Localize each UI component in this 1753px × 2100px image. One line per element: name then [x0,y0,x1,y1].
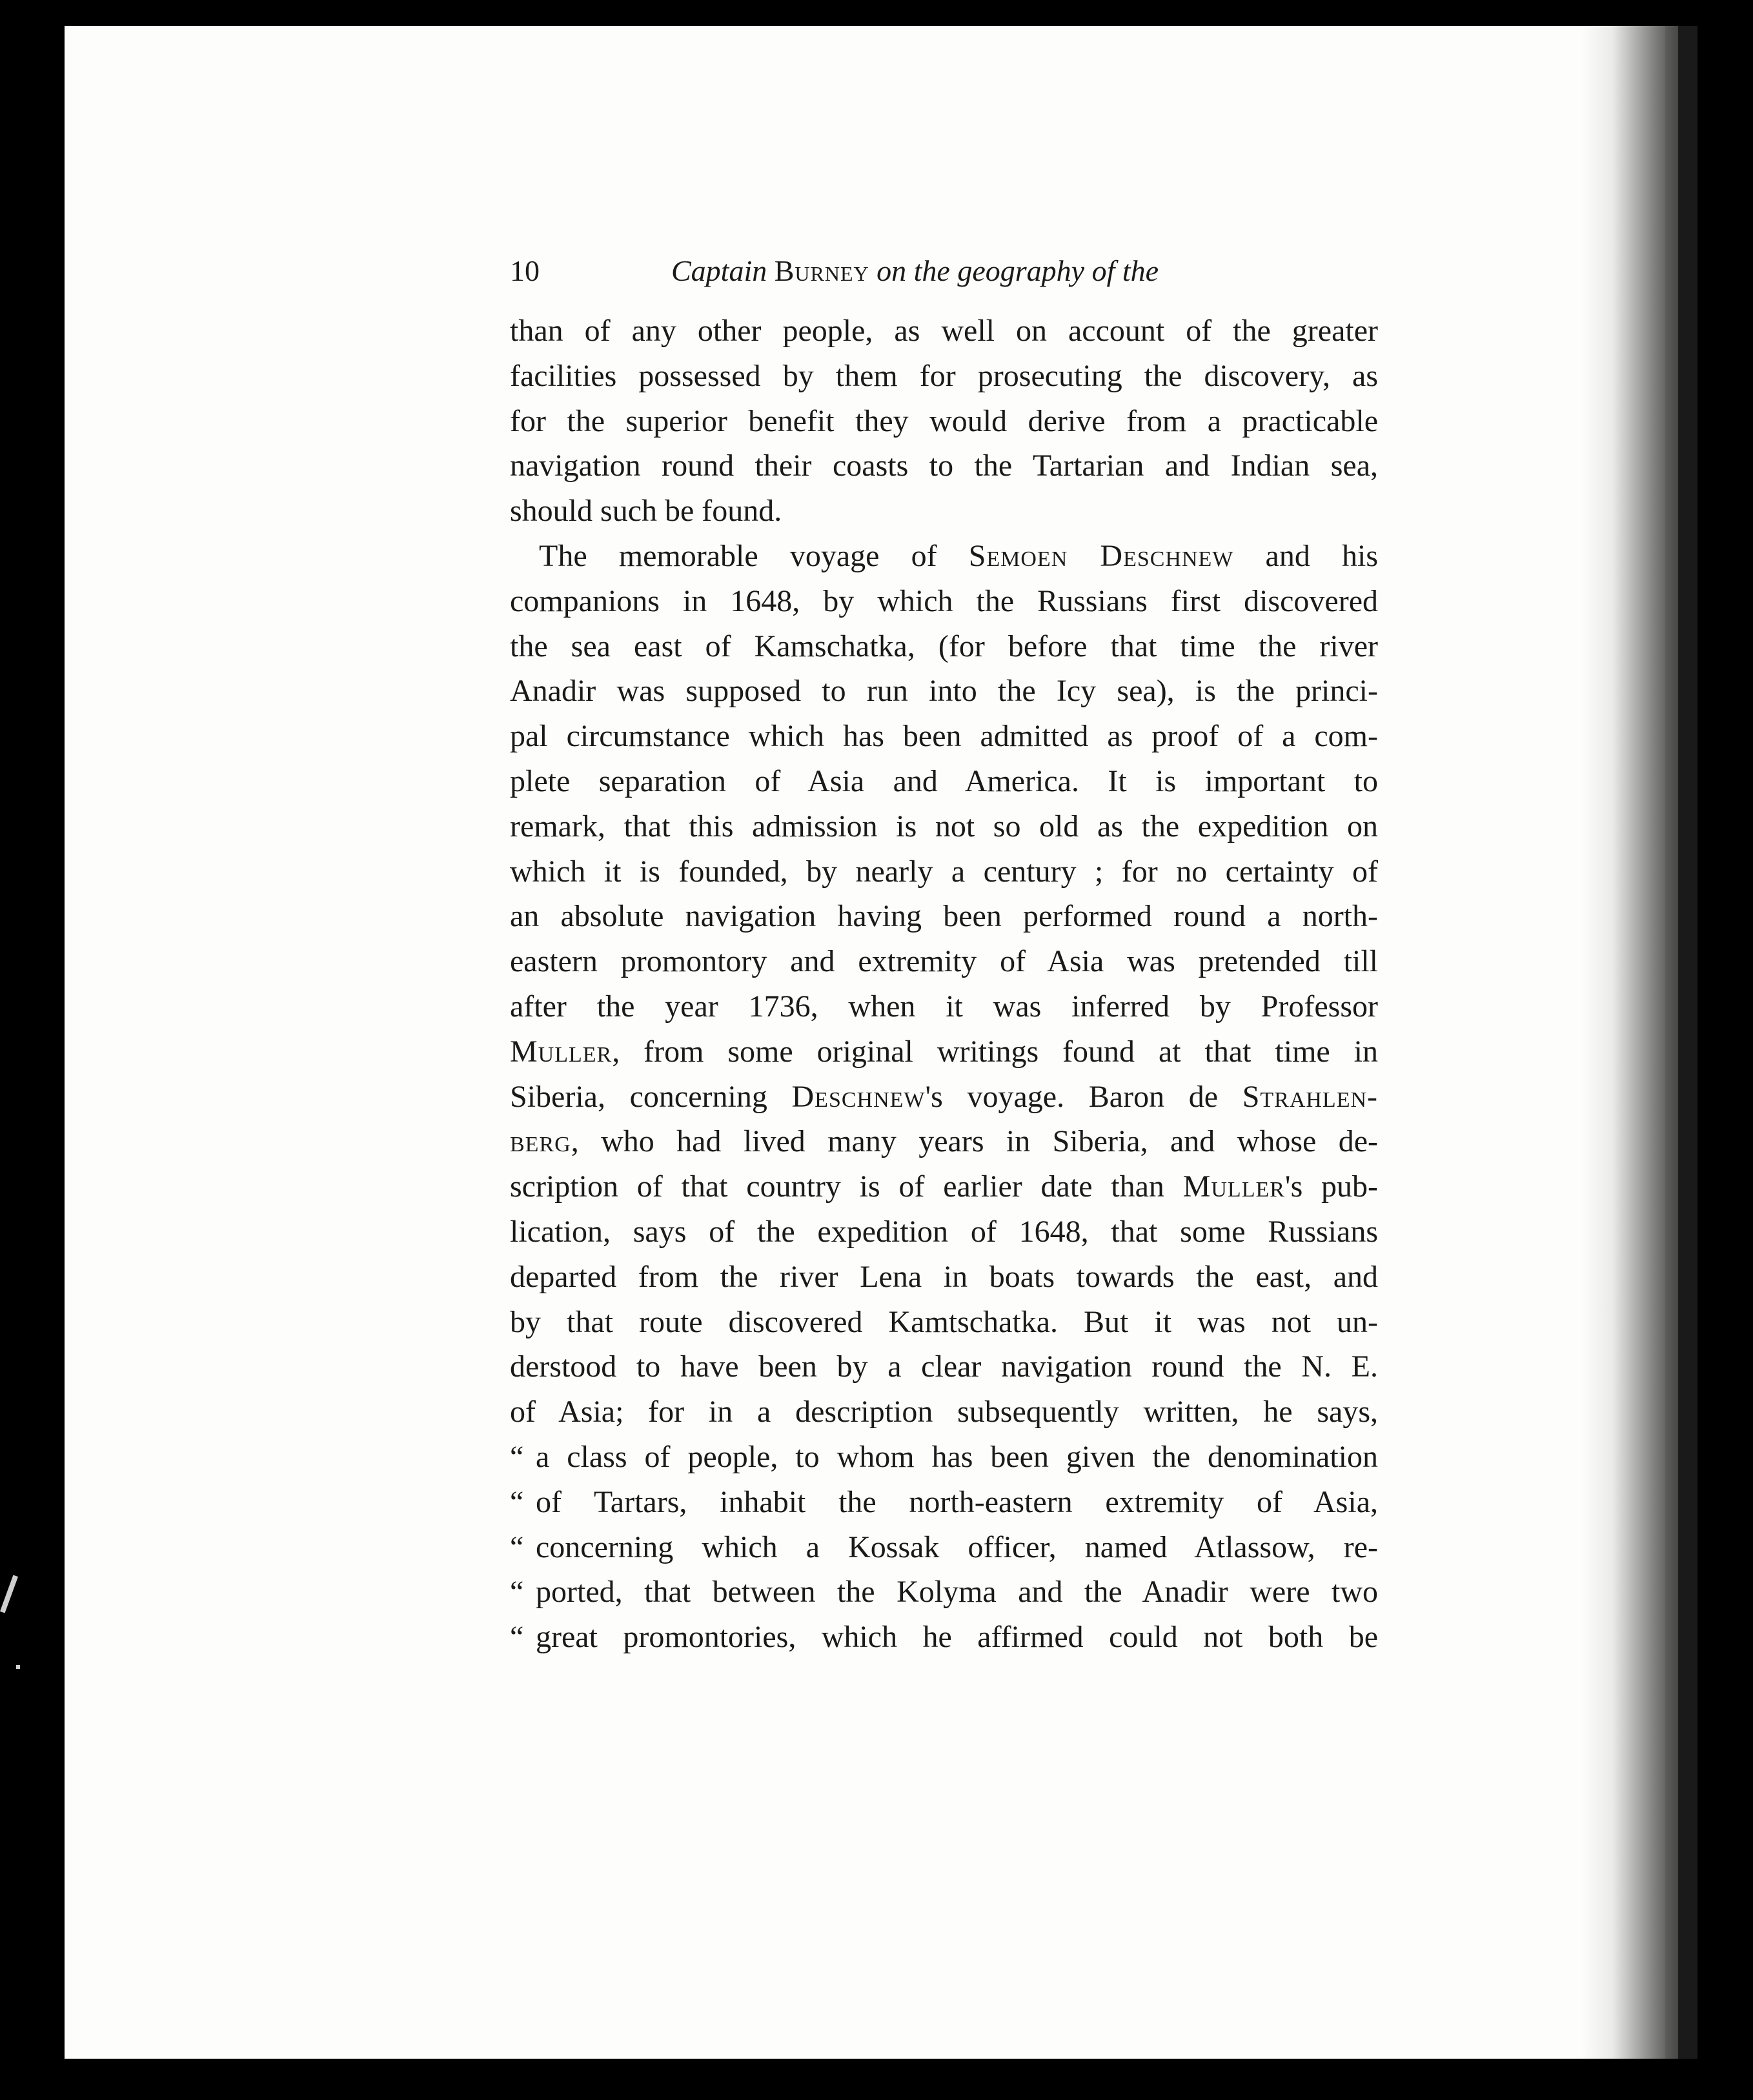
text-segment: facilities possessed by them for prosecuting the discovery, as [510,358,1378,393]
text-segment: companions in 1648, by which the Russians first discovered [510,583,1378,618]
text-line [510,939,1378,984]
small-caps-name: Strahlen- [1242,1079,1379,1114]
text-line [510,984,1378,1029]
quote-mark: “ [510,1484,524,1519]
text-segment: than of any other people, as well on account of the greater [510,314,1378,348]
text-segment: the sea east of Kamschatka, (for before that time the river [510,629,1378,663]
small-caps-name: Muller [510,1034,613,1069]
text-segment: an absolute navigation having been performed round a north- [510,899,1378,934]
running-title-suffix: on the geography of the [869,254,1159,287]
text-segment: concerning which a Kossak officer, named Atlassow, re- [536,1530,1378,1564]
quote-mark: “ [510,1530,524,1564]
text-line [510,1029,1378,1075]
small-caps-name: Semoen Deschnew [968,538,1234,573]
running-title-author: Burney [774,254,869,287]
text-segment: and his [1233,538,1378,573]
text-segment: of Asia; for in a description subsequently written, he says, [510,1395,1378,1429]
text-line [510,489,1378,534]
text-segment: navigation round their coasts to the Tartarian and Indian sea, [510,449,1378,483]
text-line [510,714,1378,759]
text-segment: departed from the river Lena in boats towards the east, and [510,1259,1378,1294]
text-segment: eastern promontory and extremity of Asia was pretended till [510,944,1378,979]
text-line [510,308,1378,354]
text-line [510,1075,1378,1120]
text-line [510,443,1378,489]
book-spine-edge [1678,26,1697,2059]
text-segment: lication, says of the expedition of 1648, that some Russians [510,1214,1378,1249]
text-segment: of Tartars, inhabit the north-eastern extremity of Asia, [536,1484,1378,1519]
text-segment: remark, that this admission is not so old as the expedition on [510,809,1378,843]
text-segment: ported, that between the Kolyma and the Anadir were two [536,1575,1378,1610]
text-line [510,894,1378,939]
text-line [510,624,1378,669]
text-segment: after the year 1736, when it was inferred by Professor [510,989,1378,1024]
quote-mark: “ [510,1620,524,1655]
page-gutter-shadow [1581,26,1685,2059]
text-segment: should such be found. [510,494,782,529]
text-line [510,354,1378,399]
scan-artifact-dot [16,1665,20,1669]
text-segment: 's voyage. Baron de [925,1079,1242,1114]
text-line [510,1570,1378,1615]
text-line [510,849,1378,894]
text-line [510,1525,1378,1570]
text-segment: by that route discovered Kamtschatka. But it was not un- [510,1304,1378,1339]
page-header [510,248,1233,294]
text-segment: pal circumstance which has been admitted as proof of a com- [510,719,1378,754]
text-line [510,804,1378,849]
text-line [510,1389,1378,1435]
body-text [510,308,1378,1660]
text-segment: for the superior benefit they would derive from a practicable [510,403,1378,438]
page-number: 10 [510,254,540,287]
text-line [510,579,1378,624]
text-line [510,534,1378,579]
text-line [510,1209,1378,1255]
text-line [510,1300,1378,1345]
text-segment: a class of people, to whom has been given the denomination [536,1439,1378,1474]
text-line [510,1480,1378,1525]
quote-mark: “ [510,1439,524,1474]
running-title [671,248,1159,294]
text-line [510,669,1378,714]
small-caps-name: Muller [1182,1169,1285,1204]
text-segment: plete separation of Asia and America. It is important to [510,763,1378,798]
text-line [510,759,1378,804]
quote-mark: “ [510,1575,524,1610]
text-segment: Siberia, concerning [510,1079,792,1114]
text-segment: , from some original writings found at that time in [612,1034,1378,1069]
text-line [510,1615,1378,1660]
text-line [510,1344,1378,1389]
text-segment: The memorable voyage of [539,538,969,573]
text-line [510,399,1378,444]
small-caps-name: berg [510,1124,571,1159]
text-segment: , who had lived many years in Siberia, and whose de- [571,1124,1378,1159]
text-segment: derstood to have been by a clear navigation round the N. E. [510,1349,1378,1384]
text-segment: Anadir was supposed to run into the Icy sea), is the princi- [510,674,1378,709]
running-title-prefix: Captain [671,254,775,287]
text-segment: which it is founded, by nearly a century ; for no certainty of [510,854,1378,889]
text-segment: 's pub- [1284,1169,1379,1204]
text-line [510,1164,1378,1209]
text-segment: scription of that country is of earlier date than [510,1169,1183,1204]
text-line [510,1255,1378,1300]
text-line [510,1435,1378,1480]
small-caps-name: Deschnew [791,1079,926,1114]
text-segment: great promontories, which he affirmed could not both be [536,1620,1378,1655]
text-line [510,1119,1378,1164]
